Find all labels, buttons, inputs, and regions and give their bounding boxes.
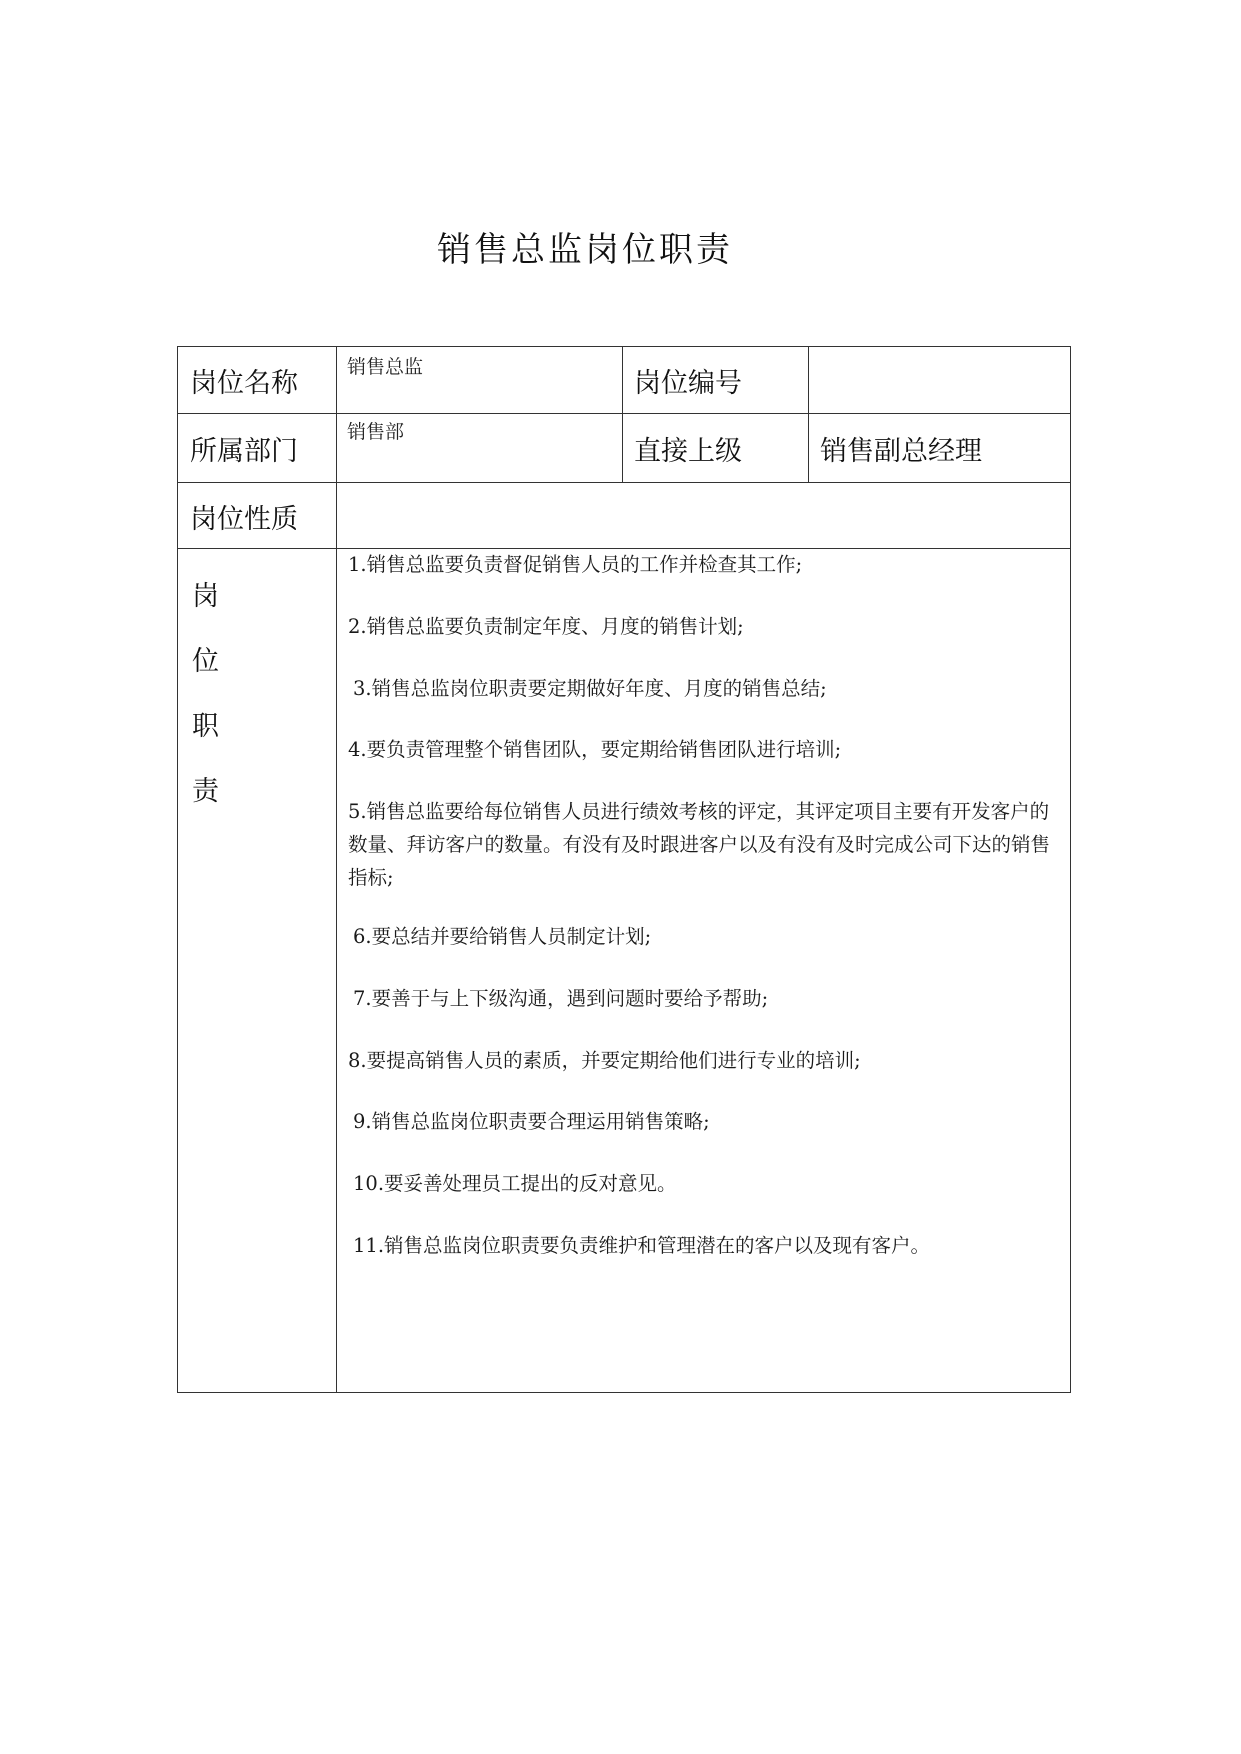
duties-label: [192, 564, 232, 824]
column-divider: [622, 347, 623, 482]
row-divider: [178, 413, 1070, 414]
position-name-value: 销售总监: [347, 356, 424, 378]
row-divider: [178, 482, 1070, 483]
department-label: 所属部门: [190, 436, 298, 467]
job-description-table: [177, 346, 1071, 1393]
duty-item: 3.销售总监岗位职责要定期做好年度、月度的销售总结;: [353, 677, 827, 700]
duty-item: 1.销售总监要负责督促销售人员的工作并检查其工作;: [348, 553, 803, 576]
duty-item: 11.销售总监岗位职责要负责维护和管理潜在的客户以及现有客户。: [353, 1234, 931, 1257]
duty-item: 8.要提高销售人员的素质，并要定期给他们进行专业的培训;: [348, 1049, 861, 1072]
column-divider: [808, 347, 809, 482]
duty-item: 2.销售总监要负责制定年度、月度的销售计划;: [348, 615, 744, 638]
duty-item: 7.要善于与上下级沟通，遇到问题时要给予帮助;: [353, 987, 769, 1010]
duty-item: 4.要负责管理整个销售团队，要定期给销售团队进行培训;: [348, 738, 842, 761]
duties-label-char: 岗: [192, 581, 219, 612]
page-title: 销售总监岗位职责: [437, 230, 733, 270]
duty-item: 6.要总结并要给销售人员制定计划;: [353, 925, 652, 948]
duties-label-char: 位: [192, 646, 219, 677]
position-nature-label: 岗位性质: [190, 504, 298, 535]
duty-item: 5.销售总监要给每位销售人员进行绩效考核的评定，其评定项目主要有开发客户的数量、拜访客户的数量。有没有及时跟进客户以及有没有及时完成公司下达的销售指标;: [348, 800, 1051, 889]
position-name-label: 岗位名称: [190, 368, 298, 399]
position-number-label: 岗位编号: [634, 368, 742, 399]
duties-label-char: 职: [192, 711, 219, 742]
supervisor-value: 销售副总经理: [820, 436, 982, 467]
supervisor-label: 直接上级: [634, 436, 742, 467]
duty-item: 10.要妥善处理员工提出的反对意见。: [353, 1172, 677, 1195]
duties-section: [178, 548, 1070, 1392]
duties-label-char: 责: [192, 776, 219, 807]
department-value: 销售部: [347, 421, 405, 443]
duty-item: 9.销售总监岗位职责要合理运用销售策略;: [353, 1110, 710, 1133]
